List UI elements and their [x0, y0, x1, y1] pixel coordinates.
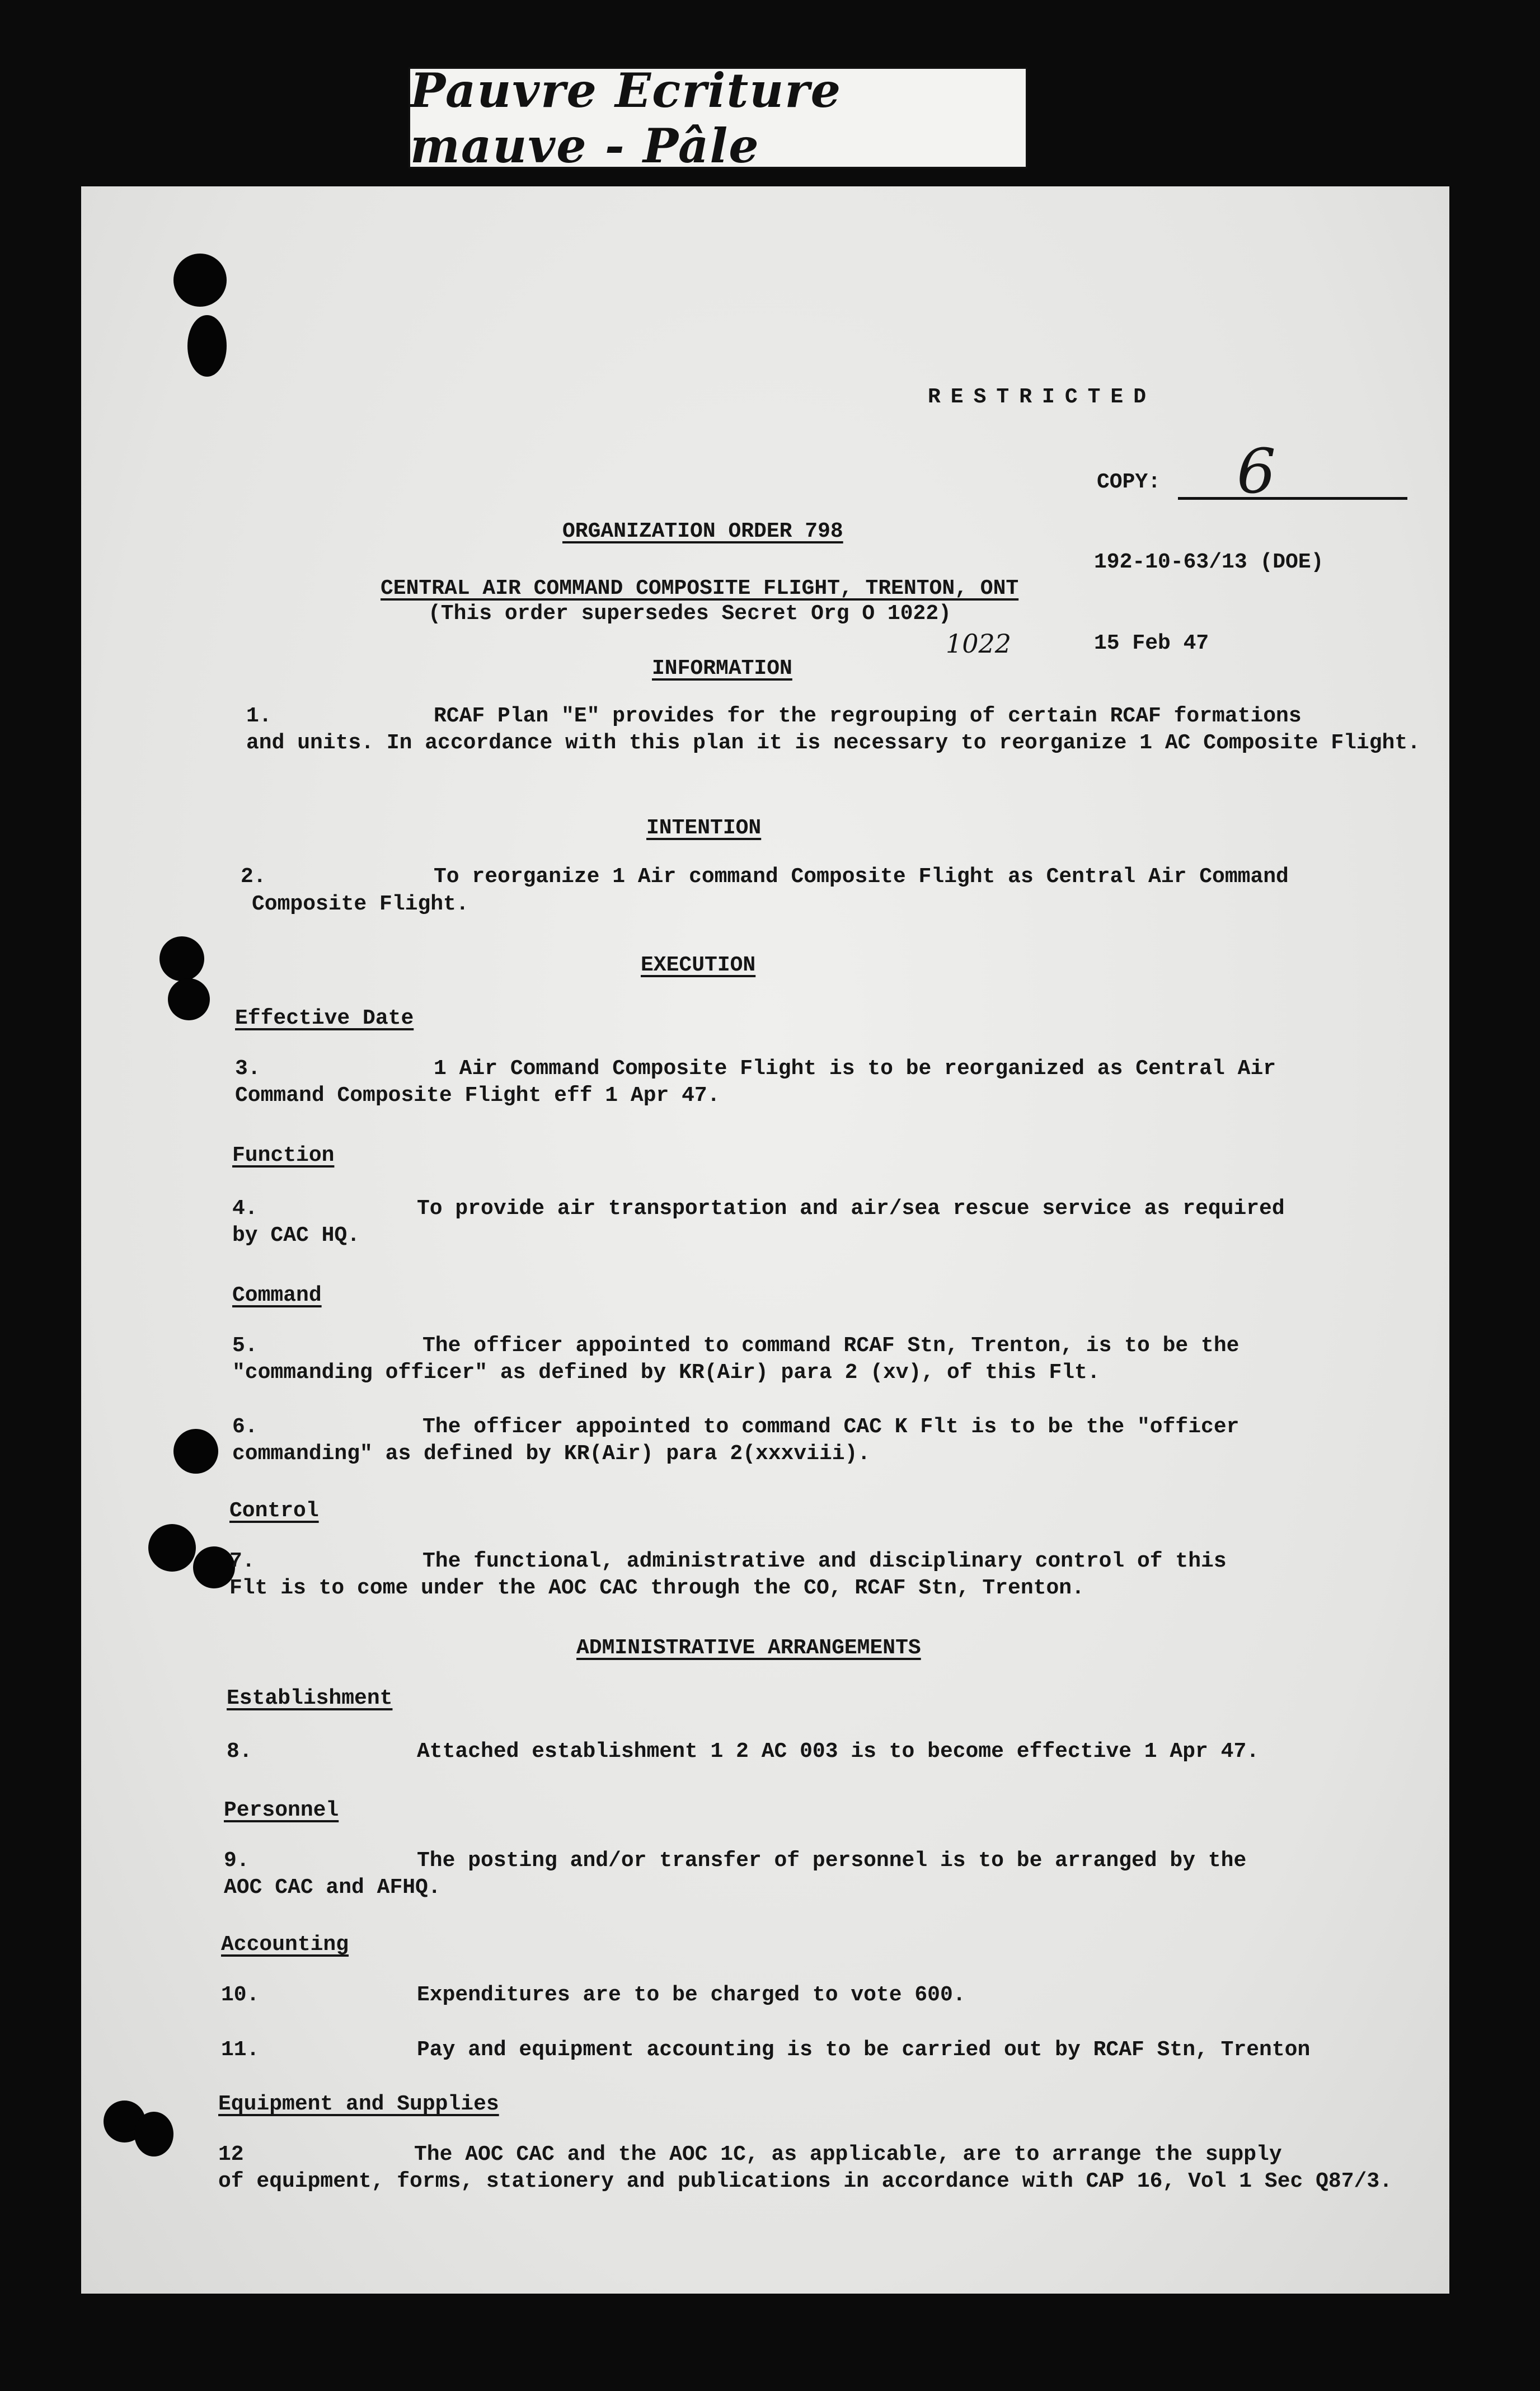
- section-information: INFORMATION: [652, 657, 792, 681]
- para-3-text: 1 Air Command Composite Flight is to be reorganized as Central Air: [434, 1057, 1276, 1081]
- classification-marking: RESTRICTED: [928, 385, 1157, 409]
- copy-label: COPY:: [1097, 470, 1161, 494]
- para-2-continuation: Composite Flight.: [252, 892, 469, 916]
- para-6-continuation: commanding" as defined by KR(Air) para 2(xxxviii).: [232, 1442, 871, 1466]
- para-7-continuation: Flt is to come under the AOC CAC through the CO, RCAF Stn, Trenton.: [229, 1576, 1084, 1600]
- para-2-number: 2.: [241, 865, 266, 889]
- para-2-text: To reorganize 1 Air command Composite Flight as Central Air Command: [434, 865, 1289, 889]
- punch-hole: [193, 1546, 235, 1588]
- para-5-continuation: "commanding officer" as defined by KR(Air) para 2 (xv), of this Flt.: [232, 1361, 1100, 1385]
- para-12-text: The AOC CAC and the AOC 1C, as applicable, are to arrange the supply: [414, 2142, 1282, 2167]
- para-6-number: 6.: [232, 1415, 258, 1439]
- punch-hole: [168, 978, 210, 1020]
- para-4-text: To provide air transportation and air/sea rescue service as required: [417, 1197, 1285, 1221]
- subsection-function: Function: [232, 1143, 335, 1168]
- para-8-text: Attached establishment 1 2 AC 003 is to become effective 1 Apr 47.: [417, 1740, 1260, 1764]
- para-1-number: 1.: [246, 704, 272, 728]
- punch-hole: [187, 315, 227, 377]
- copy-line: [1178, 497, 1407, 500]
- para-3-continuation: Command Composite Flight eff 1 Apr 47.: [235, 1084, 720, 1108]
- para-10-number: 10.: [221, 1983, 260, 2007]
- copy-number: 6: [1237, 435, 1276, 507]
- order-title: ORGANIZATION ORDER 798: [562, 519, 843, 543]
- para-3-number: 3.: [235, 1057, 261, 1081]
- para-4-continuation: by CAC HQ.: [232, 1223, 360, 1248]
- para-9-number: 9.: [224, 1849, 250, 1873]
- para-10-text: Expenditures are to be charged to vote 600.: [417, 1983, 966, 2007]
- subsection-effective-date: Effective Date: [235, 1006, 414, 1030]
- para-9-text: The posting and/or transfer of personnel is to be arranged by the: [417, 1849, 1247, 1873]
- archive-label: [409, 62, 1027, 174]
- file-reference: 192-10-63/13 (DOE): [1094, 550, 1324, 574]
- order-subtitle: CENTRAL AIR COMMAND COMPOSITE FLIGHT, TRENTON, ONT: [381, 576, 1019, 601]
- para-8-number: 8.: [227, 1740, 252, 1764]
- para-6-text: The officer appointed to command CAC K Flt is to be the "officer: [422, 1415, 1239, 1439]
- para-5-text: The officer appointed to command RCAF Stn, Trenton, is to be the: [422, 1334, 1239, 1358]
- order-date: 15 Feb 47: [1094, 631, 1209, 655]
- para-7-text: The functional, administrative and disciplinary control of this: [422, 1549, 1227, 1573]
- subsection-command: Command: [232, 1283, 322, 1307]
- para-4-number: 4.: [232, 1197, 258, 1221]
- punch-hole: [134, 2112, 173, 2156]
- section-admin-arrangements: ADMINISTRATIVE ARRANGEMENTS: [576, 1636, 921, 1660]
- section-intention: INTENTION: [646, 816, 762, 840]
- para-9-continuation: AOC CAC and AFHQ.: [224, 1876, 441, 1900]
- para-7-number: 7.: [229, 1549, 255, 1573]
- subsection-equipment: Equipment and Supplies: [218, 2092, 499, 2116]
- subsection-control: Control: [229, 1499, 319, 1523]
- section-execution: EXECUTION: [641, 953, 756, 977]
- document-page: [81, 186, 1449, 2294]
- para-12-number: 12: [218, 2142, 244, 2167]
- subsection-personnel: Personnel: [224, 1798, 339, 1822]
- punch-hole: [173, 254, 227, 307]
- punch-hole: [148, 1524, 196, 1572]
- punch-hole: [173, 1429, 218, 1474]
- para-11-text: Pay and equipment accounting is to be carried out by RCAF Stn, Trenton: [417, 2038, 1311, 2062]
- archive-label-text: Pauvre Ecriture mauve - Pâle: [410, 62, 842, 174]
- para-5-number: 5.: [232, 1334, 258, 1358]
- punch-hole: [159, 936, 204, 981]
- para-12-continuation: of equipment, forms, stationery and publications in accordance with CAP 16, Vol 1 Sec Q87/3.: [218, 2169, 1392, 2193]
- para-1-text: RCAF Plan "E" provides for the regrouping of certain RCAF formations: [434, 704, 1302, 728]
- subsection-accounting: Accounting: [221, 1933, 349, 1957]
- para-11-number: 11.: [221, 2038, 260, 2062]
- para-1-continuation: and units. In accordance with this plan it is necessary to reorganize 1 AC Composite Flight.: [246, 731, 1420, 755]
- supersedes-handwritten: 1022: [946, 629, 1012, 659]
- supersedes-note: (This order supersedes Secret Org O 1022): [428, 602, 951, 626]
- subsection-establishment: Establishment: [227, 1686, 393, 1710]
